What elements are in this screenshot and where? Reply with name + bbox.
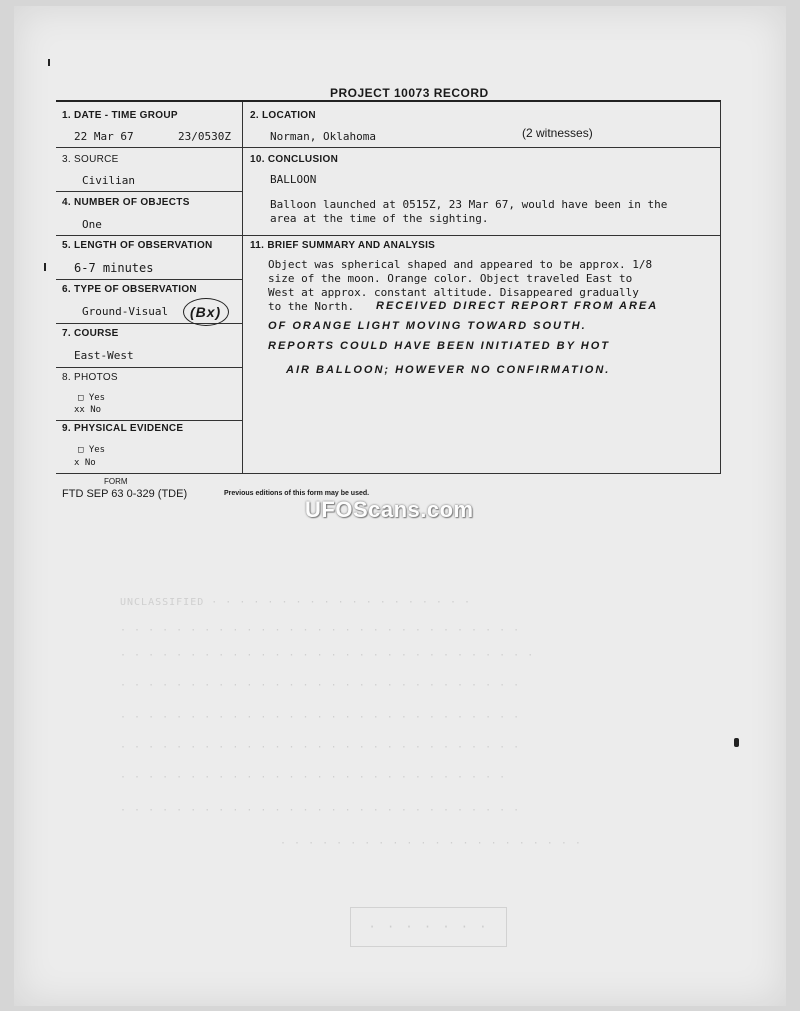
- number-of-objects-value: One: [82, 218, 102, 231]
- scan-mark: [48, 59, 50, 66]
- divider: [242, 235, 720, 236]
- handwritten-circle: [183, 298, 229, 326]
- evidence-no-label: No: [84, 458, 96, 468]
- form-title: PROJECT 10073 RECORD: [330, 86, 489, 100]
- evidence-yes-label: Yes: [88, 445, 106, 455]
- watermark-logo: UFOScans.com: [305, 497, 474, 522]
- summary-line: West at approx. constant altitude. Disappeared gradually: [268, 286, 639, 299]
- conclusion-value: BALLOON: [270, 173, 317, 186]
- summary-line: size of the moon. Orange color. Object traveled East to: [268, 272, 633, 285]
- length-of-observation-label: 5. LENGTH OF OBSERVATION: [62, 240, 213, 251]
- footer-note: Previous editions of this form may be used.: [224, 490, 370, 497]
- scan-mark: [734, 738, 739, 747]
- type-of-observation-label: 6. TYPE OF OBSERVATION: [62, 284, 197, 295]
- record-form: [56, 100, 721, 474]
- divider: [56, 367, 242, 368]
- length-of-observation-value: 6-7 minutes: [74, 261, 154, 275]
- summary-line: Object was spherical shaped and appeared to be approx. 1/8: [268, 258, 653, 271]
- scan-mark: [44, 263, 46, 271]
- handwritten-bx-note: (Bx): [190, 304, 222, 320]
- type-of-observation-value: Ground-Visual: [82, 305, 169, 318]
- photos-no-option: [74, 405, 101, 415]
- location-value: Norman, Oklahoma: [270, 130, 376, 143]
- photos-yes-mark: □: [78, 393, 84, 403]
- divider: [56, 147, 242, 148]
- evidence-yes-mark: □: [78, 445, 84, 455]
- photos-label: 8. PHOTOS: [62, 372, 118, 383]
- location-label: 2. LOCATION: [250, 110, 316, 121]
- photos-yes-label: Yes: [88, 393, 106, 403]
- summary-label: 11. BRIEF SUMMARY AND ANALYSIS: [250, 240, 436, 251]
- divider: [56, 191, 242, 192]
- date-time-label: 1. DATE - TIME GROUP: [62, 110, 178, 121]
- physical-evidence-label: 9. PHYSICAL EVIDENCE: [62, 423, 184, 434]
- handwritten-line: REPORTS COULD HAVE BEEN INITIATED BY HOT: [268, 340, 610, 352]
- conclusion-line: Balloon launched at 0515Z, 23 Mar 67, would have been in the: [270, 198, 668, 211]
- conclusion-detail: [270, 198, 667, 226]
- footer-form-word: FORM: [104, 477, 128, 486]
- number-of-objects-label: 4. NUMBER OF OBJECTS: [62, 197, 190, 208]
- time-value: 23/0530Z: [178, 130, 231, 143]
- divider: [56, 235, 242, 236]
- evidence-no-mark: x: [74, 458, 80, 468]
- divider: [56, 420, 242, 421]
- course-value: East-West: [74, 349, 134, 362]
- footer-form-id: FTD SEP 63 0-329 (TDE): [62, 488, 188, 500]
- handwritten-line: AIR BALLOON; HOWEVER NO CONFIRMATION.: [286, 364, 611, 376]
- divider: [56, 279, 242, 280]
- source-label: 3. SOURCE: [62, 154, 119, 165]
- witnesses-note: (2 witnesses): [522, 126, 593, 140]
- column-divider: [242, 102, 243, 473]
- source-value: Civilian: [82, 174, 135, 187]
- date-value: 22 Mar 67: [74, 130, 134, 143]
- conclusion-label: 10. CONCLUSION: [250, 154, 339, 165]
- course-label: 7. COURSE: [62, 328, 119, 339]
- photos-yes-option: [78, 393, 105, 403]
- evidence-no-option: [74, 458, 96, 468]
- evidence-yes-option: [78, 445, 105, 455]
- photos-no-label: No: [90, 405, 102, 415]
- divider: [242, 147, 720, 148]
- photos-no-mark: xx: [74, 405, 85, 415]
- summary-line: to the North.: [268, 300, 355, 313]
- handwritten-line: OF ORANGE LIGHT MOVING TOWARD SOUTH.: [268, 320, 587, 332]
- conclusion-line: area at the time of the sighting.: [270, 212, 489, 225]
- handwritten-line: RECEIVED DIRECT REPORT FROM AREA: [376, 300, 659, 312]
